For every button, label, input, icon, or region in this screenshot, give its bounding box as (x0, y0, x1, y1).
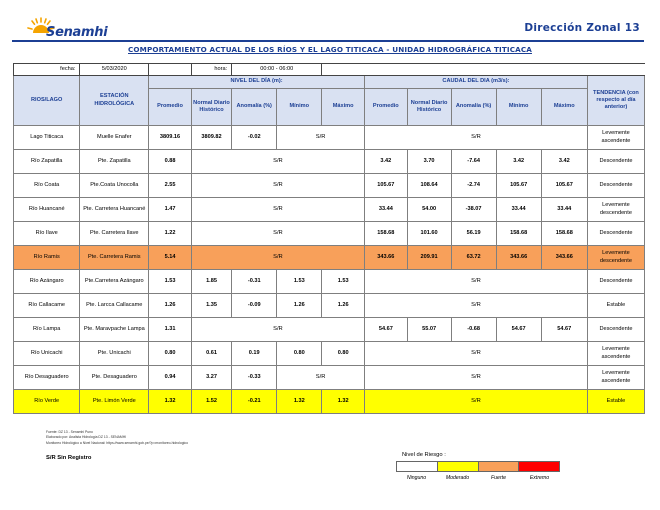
nivel-anomalia-cell: -0.02 (232, 126, 277, 150)
nivel-promedio-cell: 1.53 (149, 270, 192, 294)
trend-cell: Estable (587, 390, 644, 414)
trend-cell: Levemente ascendente (587, 342, 644, 366)
caudal-normal-header: Normal Diario Histórico (407, 89, 451, 126)
table-row (14, 366, 645, 390)
river-name-cell: Río Huancané (14, 198, 80, 222)
station-cell: Pte.Carretera Azángaro (80, 270, 149, 294)
caudal-anomalia-cell: 56.19 (451, 222, 496, 246)
table-row (14, 270, 645, 294)
caudal-sin-registro-cell: S/R (364, 390, 587, 414)
river-name-cell: Río Lampa (14, 318, 80, 342)
river-name-cell: Lago Titicaca (14, 126, 80, 150)
risk-swatch (438, 462, 479, 471)
nivel-promedio-cell: 1.31 (149, 318, 192, 342)
river-name-cell: Río Callacame (14, 294, 80, 318)
station-cell: Muelle Enafer (80, 126, 149, 150)
table-row (14, 294, 645, 318)
caudal-maximo-header: Máximo (541, 89, 587, 126)
nivel-sin-registro-cell: S/R (277, 366, 365, 390)
caudal-anomalia-cell: -38.07 (451, 198, 496, 222)
caudal-promedio-cell: 54.67 (364, 318, 407, 342)
river-name-cell: Río Ramis (14, 246, 80, 270)
risk-label-fuerte: Fuerte (491, 475, 506, 481)
caudal-minimo-cell: 54.67 (496, 318, 541, 342)
nivel-minimo-cell: 1.53 (277, 270, 322, 294)
nivel-normal-header: Normal Diario Histórico (191, 89, 231, 126)
caudal-minimo-header: Mínimo (496, 89, 541, 126)
caudal-maximo-cell: 54.67 (541, 318, 587, 342)
trend-cell: Descendente (587, 174, 644, 198)
station-cell: Pte. Carretera Ilave (80, 222, 149, 246)
nivel-sin-registro-cell: S/R (191, 246, 364, 270)
nivel-sin-registro-cell: S/R (191, 150, 364, 174)
caudal-normal-cell: 54.00 (407, 198, 451, 222)
caudal-promedio-cell: 3.42 (364, 150, 407, 174)
table-row (14, 198, 645, 222)
nivel-promedio-cell: 2.55 (149, 174, 192, 198)
note-line: Monitoreo Hidrológico a Nivel Nacional: https://www.senamhi.gob.pe/?p=monitoreo-hidrologico (46, 440, 189, 445)
station-cell: Pte. Zapatilla (80, 150, 149, 174)
caudal-maximo-cell: 3.42 (541, 150, 587, 174)
caudal-normal-cell: 55.07 (407, 318, 451, 342)
table-row (14, 390, 645, 414)
header-rios: RIOS/LAGO (14, 76, 80, 126)
caudal-anomalia-cell: -2.74 (451, 174, 496, 198)
station-cell: Pte. Larcca Callacame (80, 294, 149, 318)
caudal-minimo-cell: 105.67 (496, 174, 541, 198)
header-caudal: CAUDAL DEL DIA (m3/s): (364, 76, 587, 89)
trend-cell: Descendente (587, 222, 644, 246)
nivel-normal-cell: 3.27 (191, 366, 231, 390)
caudal-minimo-cell: 3.42 (496, 150, 541, 174)
caudal-promedio-cell: 105.67 (364, 174, 407, 198)
nivel-promedio-header: Promedio (149, 89, 192, 126)
caudal-sin-registro-cell: S/R (364, 294, 587, 318)
station-cell: Pte. Carretera Ramis (80, 246, 149, 270)
nivel-promedio-cell: 3809.16 (149, 126, 192, 150)
caudal-maximo-cell: 105.67 (541, 174, 587, 198)
risk-swatch (397, 462, 438, 471)
caudal-minimo-cell: 33.44 (496, 198, 541, 222)
nivel-normal-cell: 1.52 (191, 390, 231, 414)
caudal-normal-cell: 101.60 (407, 222, 451, 246)
fecha-label: fecha: (14, 64, 80, 76)
nivel-anomalia-cell: -0.21 (232, 390, 277, 414)
river-name-cell: Río Verde (14, 390, 80, 414)
nivel-promedio-cell: 0.80 (149, 342, 192, 366)
header-rule (12, 40, 644, 42)
table-row (14, 318, 645, 342)
station-cell: Pte. Desaguadero (80, 366, 149, 390)
river-name-cell: Río Azángaro (14, 270, 80, 294)
sr-legend: S/R Sin Registro (46, 455, 92, 461)
table-row (14, 246, 645, 270)
station-cell: Pte. Maravpache Lampa (80, 318, 149, 342)
meta-row (14, 64, 645, 76)
header-tendencia: TENDENCIA (con respecto al día anterior) (587, 76, 644, 126)
station-cell: Pte. Unicachi (80, 342, 149, 366)
trend-cell: Levemente ascendente (587, 126, 644, 150)
caudal-maximo-cell: 343.66 (541, 246, 587, 270)
nivel-minimo-cell: 1.26 (277, 294, 322, 318)
station-cell: Pte. Limón Verde (80, 390, 149, 414)
caudal-maximo-cell: 158.68 (541, 222, 587, 246)
risk-legend (396, 452, 560, 481)
caudal-sin-registro-cell: S/R (364, 126, 587, 150)
nivel-normal-cell: 1.85 (191, 270, 231, 294)
caudal-anomalia-cell: -0.68 (451, 318, 496, 342)
risk-label-extremo: Extremo (529, 475, 550, 481)
nivel-anomalia-cell: 0.19 (232, 342, 277, 366)
table-row (14, 222, 645, 246)
nivel-sin-registro-cell: S/R (191, 174, 364, 198)
nivel-promedio-cell: 1.32 (149, 390, 192, 414)
nivel-normal-cell: 3809.82 (191, 126, 231, 150)
hora-value: 00:00 - 06:00 (232, 64, 322, 76)
trend-cell: Levemente ascendente (587, 366, 644, 390)
nivel-promedio-cell: 0.94 (149, 366, 192, 390)
nivel-sin-registro-cell: S/R (191, 198, 364, 222)
logo-text: Senamhi (46, 25, 108, 40)
nivel-sin-registro-cell: S/R (191, 318, 364, 342)
caudal-normal-cell: 108.64 (407, 174, 451, 198)
nivel-minimo-header: Mínimo (277, 89, 322, 126)
nivel-promedio-cell: 1.26 (149, 294, 192, 318)
caudal-anomalia-header: Anomalía (%) (451, 89, 496, 126)
nivel-anomalia-cell: -0.33 (232, 366, 277, 390)
nivel-maximo-cell: 1.26 (322, 294, 365, 318)
nivel-promedio-cell: 1.22 (149, 222, 192, 246)
trend-cell: Levemente descendente (587, 246, 644, 270)
river-name-cell: Río Unicachi (14, 342, 80, 366)
risk-label-ninguno: Ninguno (406, 475, 427, 481)
nivel-sin-registro-cell: S/R (277, 126, 365, 150)
nivel-minimo-cell: 1.32 (277, 390, 322, 414)
nivel-maximo-cell: 1.32 (322, 390, 365, 414)
risk-swatch (519, 462, 559, 471)
caudal-promedio-cell: 33.44 (364, 198, 407, 222)
river-name-cell: Río Zapatilla (14, 150, 80, 174)
note-line: Fuente: DZ 13 - Senamhi Puno (46, 430, 93, 434)
risk-swatch (479, 462, 520, 471)
nivel-promedio-cell: 0.88 (149, 150, 192, 174)
caudal-normal-cell: 3.70 (407, 150, 451, 174)
nivel-maximo-header: Máximo (322, 89, 365, 126)
table-row (14, 174, 645, 198)
risk-color-bar (396, 461, 560, 472)
caudal-promedio-cell: 343.66 (364, 246, 407, 270)
caudal-maximo-cell: 33.44 (541, 198, 587, 222)
caudal-sin-registro-cell: S/R (364, 342, 587, 366)
rivers-table (13, 63, 645, 414)
river-name-cell: Río Desaguadero (14, 366, 80, 390)
header-estacion: ESTACIÓN HIDROLÓGICA (80, 76, 149, 126)
caudal-sin-registro-cell: S/R (364, 270, 587, 294)
caudal-promedio-header: Promedio (364, 89, 407, 126)
nivel-maximo-cell: 0.80 (322, 342, 365, 366)
river-name-cell: Río Coata (14, 174, 80, 198)
risk-legend-title: Nivel de Riesgo : (402, 452, 446, 458)
caudal-sin-registro-cell: S/R (364, 366, 587, 390)
table-row (14, 342, 645, 366)
header-nivel: NIVEL DEL DÍA (m): (149, 76, 365, 89)
table-row (14, 150, 645, 174)
caudal-minimo-cell: 343.66 (496, 246, 541, 270)
station-cell: Pte.Coata Unocolla (80, 174, 149, 198)
nivel-normal-cell: 1.35 (191, 294, 231, 318)
nivel-promedio-cell: 5.14 (149, 246, 192, 270)
caudal-anomalia-cell: 63.72 (451, 246, 496, 270)
station-cell: Pte. Carretera Huancané (80, 198, 149, 222)
caudal-anomalia-cell: -7.64 (451, 150, 496, 174)
source-notes (46, 430, 188, 446)
nivel-anomalia-cell: -0.09 (232, 294, 277, 318)
table-row (14, 126, 645, 150)
caudal-minimo-cell: 158.68 (496, 222, 541, 246)
region-title: Dirección Zonal 13 (524, 22, 640, 34)
risk-label-moderado: Moderado (445, 475, 470, 481)
hora-label: hora: (191, 64, 231, 76)
nivel-maximo-cell: 1.53 (322, 270, 365, 294)
trend-cell: Descendente (587, 150, 644, 174)
fecha-value: 5/03/2020 (80, 64, 149, 76)
river-name-cell: Río Ilave (14, 222, 80, 246)
nivel-anomalia-cell: -0.31 (232, 270, 277, 294)
note-line: Elaborado por: Analista Hidrología DZ 13 - SENAMHI (46, 435, 127, 440)
trend-cell: Levemente descendente (587, 198, 644, 222)
nivel-promedio-cell: 1.47 (149, 198, 192, 222)
trend-cell: Estable (587, 294, 644, 318)
caudal-promedio-cell: 158.68 (364, 222, 407, 246)
caudal-normal-cell: 209.91 (407, 246, 451, 270)
report-title: COMPORTAMIENTO ACTUAL DE LOS RÍOS Y EL LAGO TITICACA - UNIDAD HIDROGRÁFICA TITICACA (128, 45, 532, 54)
trend-cell: Descendente (587, 270, 644, 294)
nivel-sin-registro-cell: S/R (191, 222, 364, 246)
nivel-minimo-cell: 0.80 (277, 342, 322, 366)
nivel-normal-cell: 0.61 (191, 342, 231, 366)
trend-cell: Descendente (587, 318, 644, 342)
nivel-anomalia-header: Anomalía (%) (232, 89, 277, 126)
